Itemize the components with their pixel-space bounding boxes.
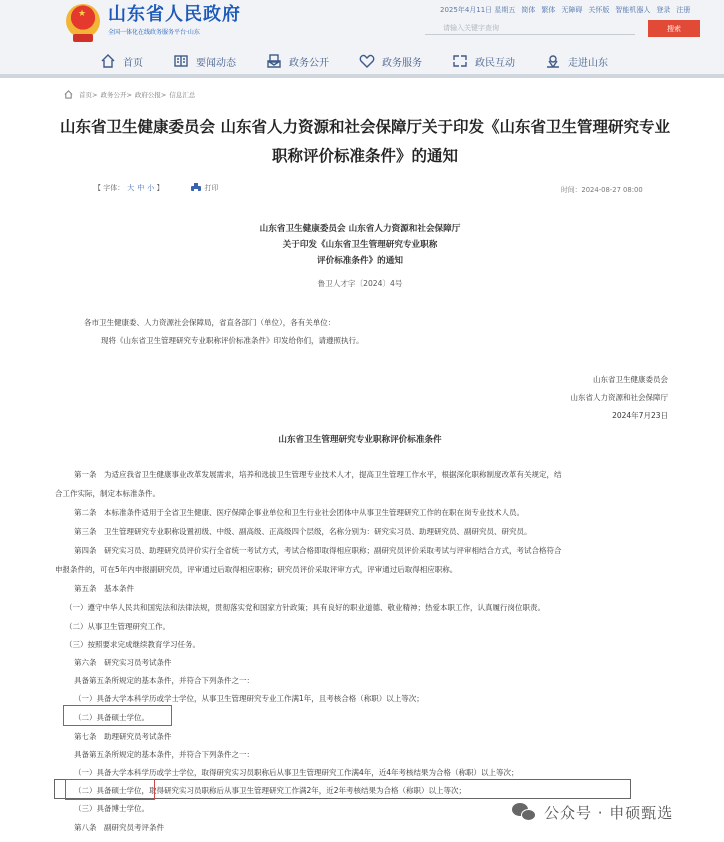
article-line: （一）遵守中华人民共和国宪法和法律法规，贯彻落实党和国家方针政策；具有良好的职业道德、敬业精神；热爱本职工作，认真履行岗位职责。 <box>65 603 545 612</box>
link-simplified[interactable]: 简体 <box>521 6 536 14</box>
article-line: （三）按照要求完成继续教育学习任务。 <box>65 640 200 649</box>
article-line: 第七条 助理研究员考试条件 <box>74 732 172 741</box>
nav-gov-affairs[interactable]: 政务公开 <box>266 50 329 72</box>
article-line: 具备第五条所规定的基本条件，并符合下列条件之一： <box>74 676 254 685</box>
breadcrumb-gov-affairs[interactable]: 政务公开> <box>100 91 132 99</box>
search-input[interactable]: 请输入关键字查询 <box>425 19 635 35</box>
watermark: 公众号 · 申硕甄选 <box>512 802 673 823</box>
breadcrumb-home[interactable]: 首页> <box>79 91 98 99</box>
book-icon <box>173 53 189 69</box>
signature-block: 山东省卫生健康委员会 山东省人力资源和社会保障厅 2024年7月23日 <box>570 375 668 420</box>
search-button[interactable]: 搜索 <box>648 20 700 37</box>
font-size-control: 【 字体： 大 中 小 】 <box>94 184 164 192</box>
print-button[interactable]: 打印 <box>191 183 218 193</box>
article-line: 第五条 基本条件 <box>74 584 134 593</box>
highlight-box-masters-degree-2 <box>65 779 155 800</box>
link-care-mode[interactable]: 关怀版 <box>588 6 610 14</box>
article-line: 具备第五条所规定的基本条件，并符合下列条件之一： <box>74 750 254 759</box>
highlight-box-masters-degree <box>63 705 172 726</box>
article-line: 第一条 为适应我省卫生健康事业改革发展需求，培养和选拔卫生管理专业技术人才，提高卫生管理工作水平，根据深化职称制度改革有关规定，结 <box>74 470 562 479</box>
article-line-highlighted: （二）具备硕士学位，取得研究实习员职称后从事卫生管理研究工作满2年，近2年考核结果为合格（称职）以上等次； <box>74 786 467 795</box>
home-icon <box>100 53 116 69</box>
main-nav <box>100 50 638 72</box>
article-line: 合工作实际，制定本标准条件。 <box>55 489 160 498</box>
article-line: 第三条 卫生管理研究专业职称设置初级、中级、副高级、正高级四个层级，名称分别为：研究实习员、助理研究员、副研究员、研究员。 <box>74 527 532 536</box>
article-line: 申报条件的，可在5年内申报副研究员，评审通过后取得相应职称；研究员评价采取评审方式，评审通过后取得相应职称。 <box>55 565 458 574</box>
article-line: 第四条 研究实习员、助理研究员评价实行全省统一考试方式，考试合格即取得相应职称；副研究员评价采取考试与评审相结合方式，考试合格符合 <box>74 546 562 555</box>
article-line: 第八条 副研究员考评条件 <box>74 823 164 832</box>
heart-icon <box>359 53 375 69</box>
article-line: （二）从事卫生管理研究工作。 <box>65 622 170 631</box>
top-links <box>440 5 690 15</box>
printer-icon <box>191 183 201 193</box>
article-line-highlighted: （二）具备硕士学位。 <box>74 713 149 722</box>
nav-gov-services[interactable]: 政务服务 <box>359 50 422 72</box>
document-heading: 山东省卫生健康委员会 山东省人力资源和社会保障厅 关于印发《山东省卫生管理研究专业职称 评价标准条件》的通知 <box>259 224 461 266</box>
article-tools <box>94 183 218 193</box>
breadcrumb-gazette[interactable]: 政府公报> <box>134 91 167 99</box>
article-line: 第六条 研究实习员考试条件 <box>74 658 172 667</box>
document-number: 鲁卫人才字〔2024〕4号 <box>317 279 403 288</box>
current-date: 2025年4月11日 星期五 <box>440 6 516 14</box>
font-medium[interactable]: 中 <box>137 184 145 192</box>
breadcrumb-summary[interactable]: 信息汇总 <box>169 91 196 99</box>
nav-home[interactable]: 首页 <box>100 50 143 72</box>
link-register[interactable]: 注册 <box>676 6 691 14</box>
nav-interaction[interactable]: 政民互动 <box>452 50 515 72</box>
intro-paragraph: 现将《山东省卫生管理研究专业职称评价标准条件》印发给你们，请遵照执行。 <box>101 336 364 345</box>
wechat-icon <box>512 803 538 823</box>
nav-shandong[interactable]: 走进山东 <box>545 50 608 72</box>
site-title: 山东省人民政府 <box>108 4 241 25</box>
interaction-icon <box>452 53 468 69</box>
standard-title: 山东省卫生管理研究专业职称评价标准条件 <box>278 435 442 445</box>
breadcrumb <box>64 90 198 99</box>
link-accessibility[interactable]: 无障碍 <box>561 6 583 14</box>
nav-news[interactable]: 要闻动态 <box>173 50 236 72</box>
map-pin-icon <box>545 53 561 69</box>
home-icon <box>64 90 73 99</box>
document-icon <box>266 53 282 69</box>
article-line: 第二条 本标准条件适用于全省卫生健康、医疗保障企事业单位和卫生行业社会团体中从事卫生管理研究工作的在职在岗专业技术人员。 <box>74 508 524 517</box>
article-line: （三）具备博士学位。 <box>74 804 149 813</box>
font-small[interactable]: 小 <box>147 184 155 192</box>
site-subtitle: 全国一体化在线政务服务平台·山东 <box>108 29 200 36</box>
site-header <box>0 0 724 78</box>
article-line: （一）具备大学本科学历或学士学位，取得研究实习员职称后从事卫生管理研究工作满4年，近4年考核结果为合格（称职）以上等次； <box>74 768 519 777</box>
publish-time: 时间：2024-08-27 08:00 <box>561 186 643 194</box>
link-login[interactable]: 登录 <box>656 6 671 14</box>
site-logo[interactable] <box>66 4 241 38</box>
link-robot[interactable]: 智能机器人 <box>615 6 651 14</box>
national-emblem-icon: ★ <box>66 4 100 38</box>
link-traditional[interactable]: 繁体 <box>541 6 556 14</box>
addressee: 各市卫生健康委、人力资源社会保障局，省直各部门（单位），各有关单位： <box>84 318 336 327</box>
article-line: （一）具备大学本科学历或学士学位，从事卫生管理研究专业工作满1年，且考核合格（称职）以上等次； <box>74 694 424 703</box>
font-large[interactable]: 大 <box>127 184 135 192</box>
article-title: 山东省卫生健康委员会 山东省人力资源和社会保障厅关于印发《山东省卫生管理研究专业职称评价标准条件》的通知 <box>60 118 670 165</box>
